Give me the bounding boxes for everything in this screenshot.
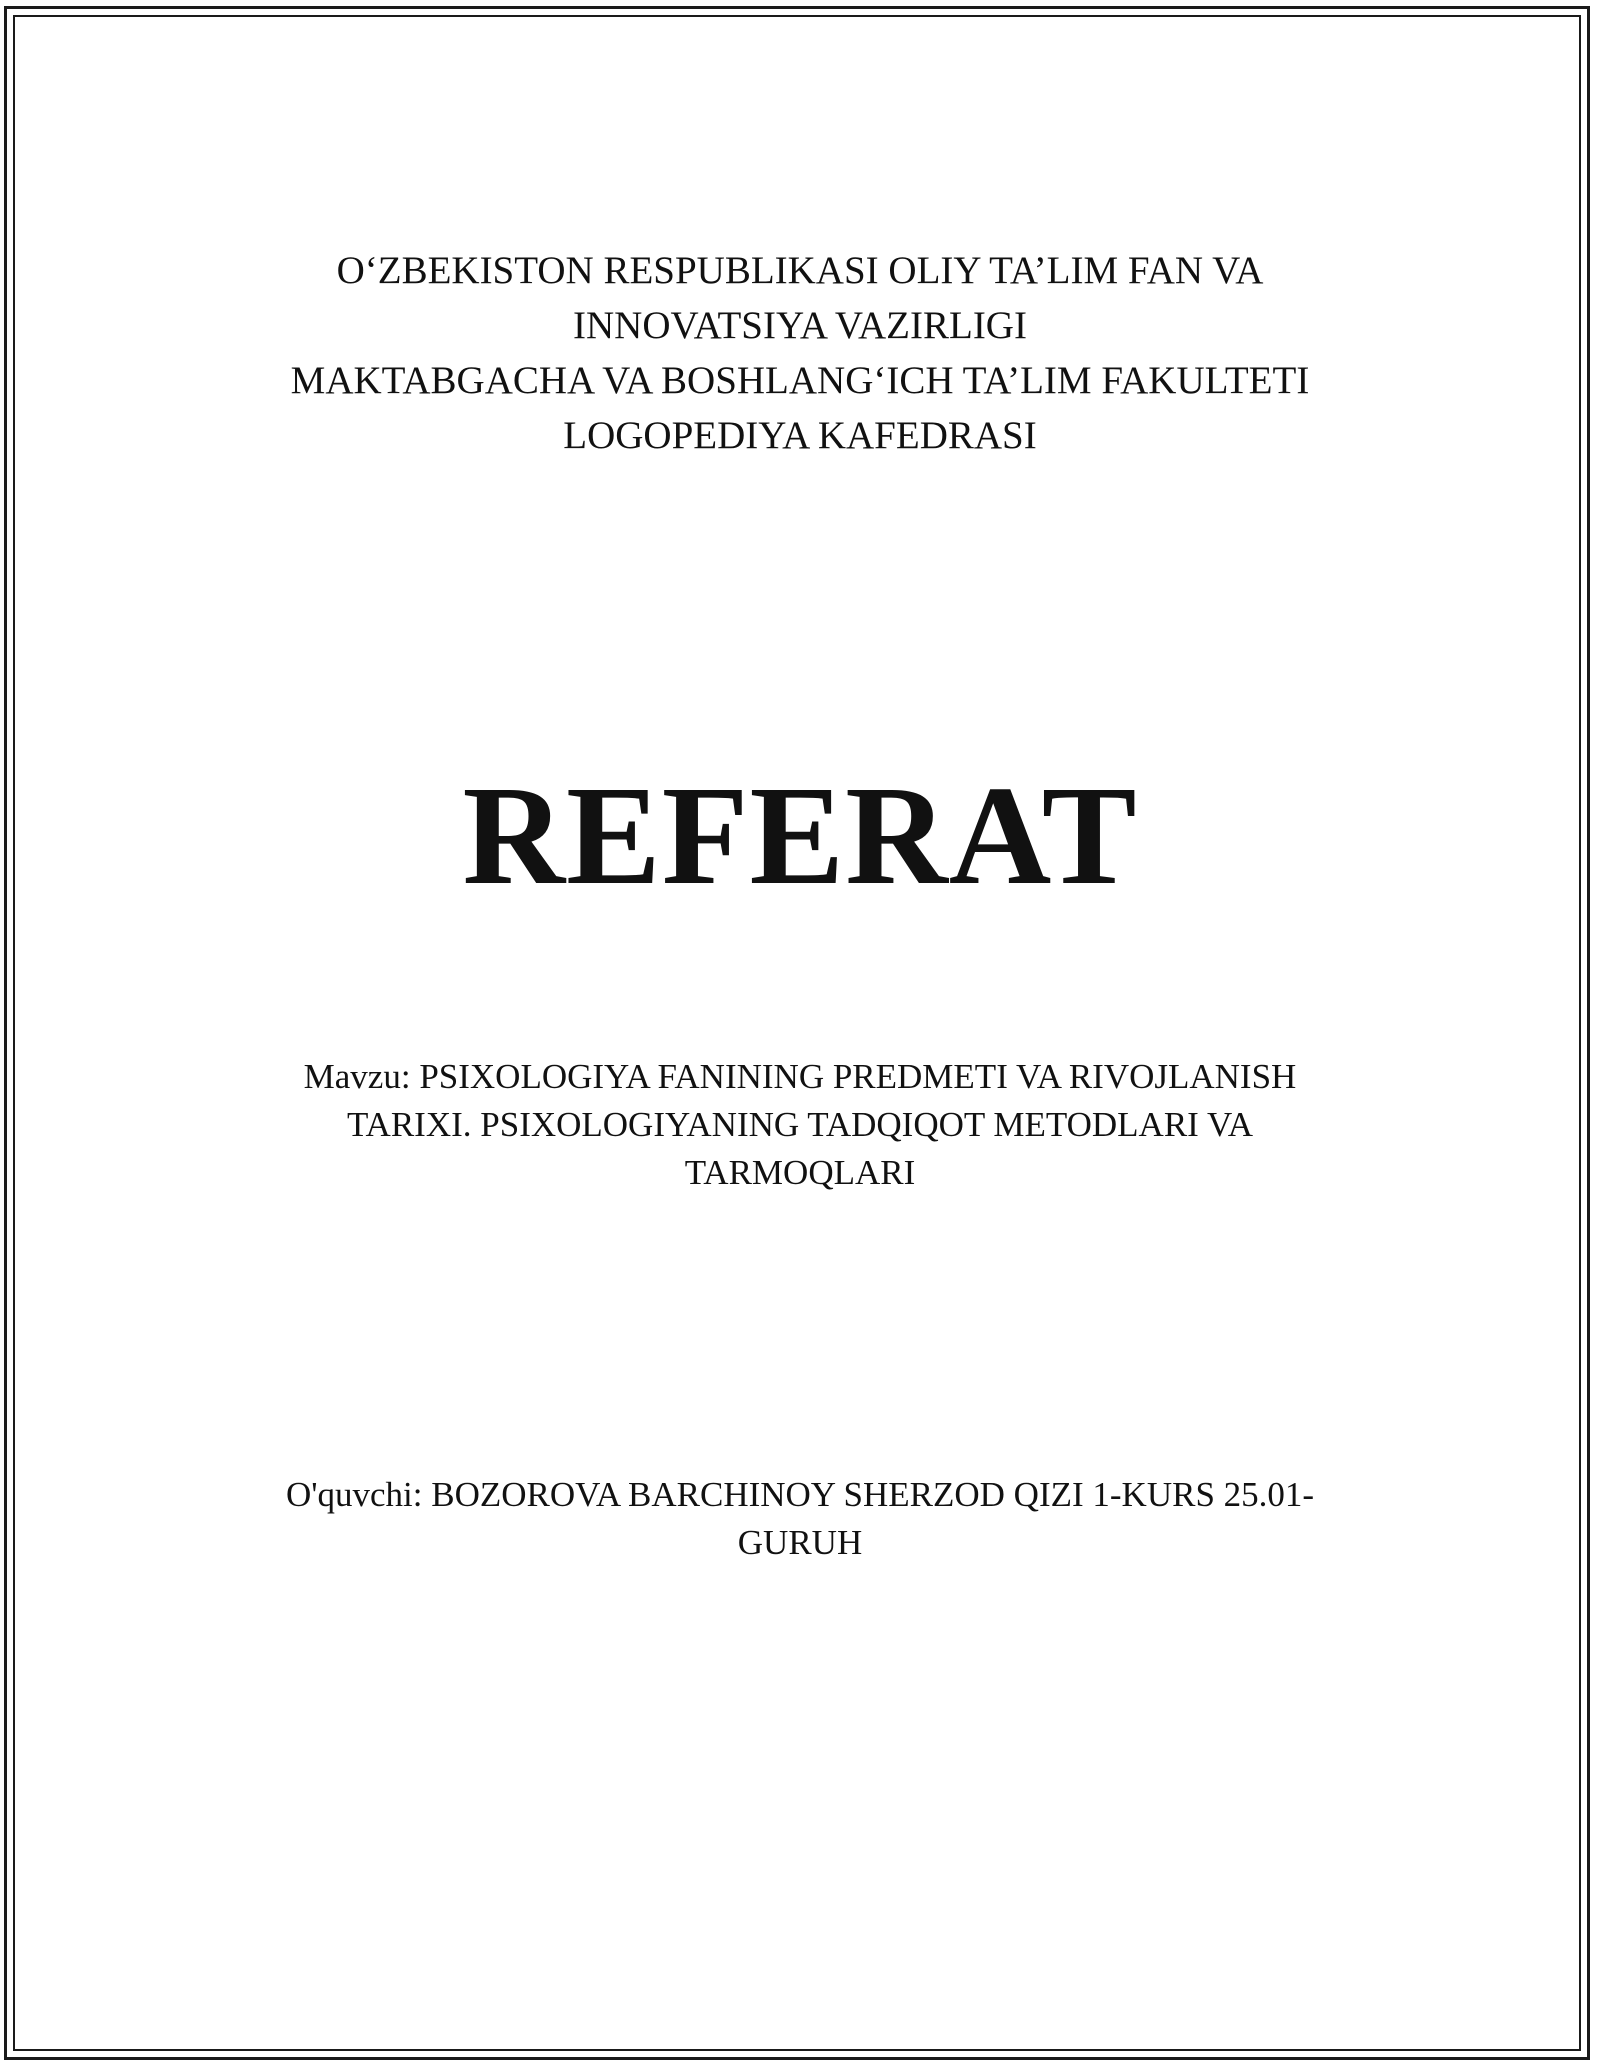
topic-line-3: TARMOQLARI bbox=[684, 1153, 916, 1192]
header-line-faculty: MAKTABGACHA VA BOSHLANG‘ICH TA’LIM FAKULTETI bbox=[290, 359, 1310, 402]
document-title: REFERAT bbox=[462, 756, 1138, 914]
header-line-department: LOGOPEDIYA KAFEDRASI bbox=[563, 414, 1037, 457]
student-section bbox=[0, 1471, 1600, 1567]
header-line-ministry: O‘ZBEKISTON RESPUBLIKASI OLIY TA’LIM FAN VA bbox=[336, 249, 1264, 292]
topic-section bbox=[0, 1053, 1600, 1197]
student-line-2: GURUH bbox=[737, 1523, 863, 1562]
topic-line-2: TARIXI. PSIXOLOGIYANING TADQIQOT METODLARI VA bbox=[346, 1105, 1253, 1144]
header-line-ministry-cont: INNOVATSIYA VAZIRLIGI bbox=[573, 304, 1027, 347]
topic-line-1: Mavzu: PSIXOLOGIYA FANINING PREDMETI VA RIVOJLANISH bbox=[303, 1057, 1297, 1096]
institution-header bbox=[0, 243, 1600, 463]
student-line-1: O'quvchi: BOZOROVA BARCHINOY SHERZOD QIZI 1-KURS 25.01- bbox=[285, 1475, 1315, 1514]
